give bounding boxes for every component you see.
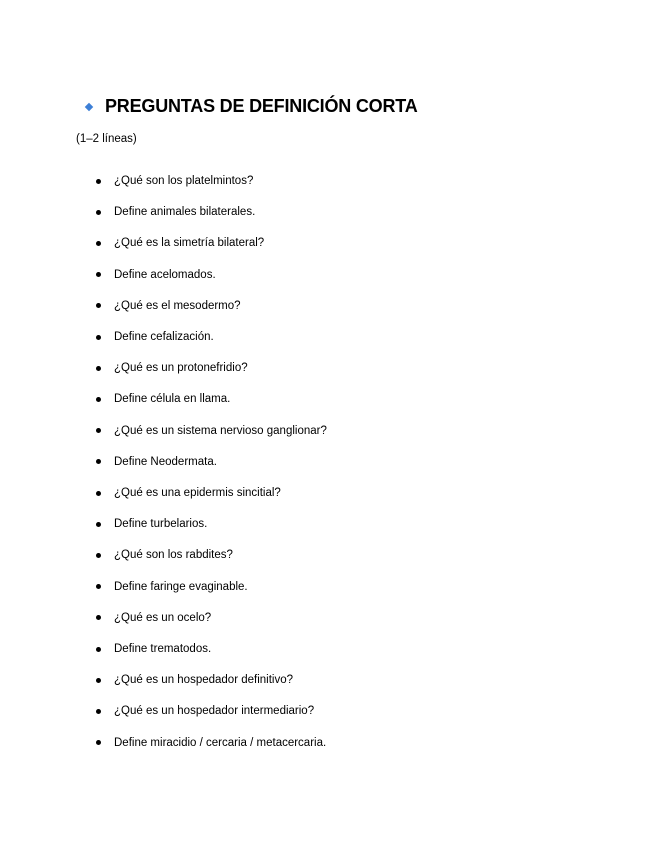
bullet-icon: [96, 366, 101, 371]
list-item: [96, 672, 293, 688]
question-text: ¿Qué es un hospedador definitivo?: [114, 674, 294, 687]
section-heading: [84, 96, 418, 117]
bullet-icon: [96, 740, 101, 745]
question-text: Define acelomados.: [114, 268, 216, 281]
question-text: Define animales bilaterales.: [114, 206, 256, 219]
bullet-icon: [96, 647, 101, 652]
bullet-icon: [96, 210, 101, 215]
list-item: [96, 454, 217, 470]
bullet-icon: [96, 522, 101, 527]
list-item: [96, 641, 211, 657]
bullet-icon: [96, 428, 101, 433]
bullet-icon: [96, 678, 101, 683]
question-text: Define turbelarios.: [114, 518, 208, 531]
bullet-icon: [96, 241, 101, 246]
question-text: ¿Qué es una epidermis sincitial?: [114, 487, 281, 499]
bullet-icon: [96, 303, 101, 308]
list-item: [96, 735, 326, 751]
list-item: [96, 485, 281, 501]
question-text: ¿Qué son los rabdites?: [114, 549, 233, 562]
question-text: Define célula en llama.: [114, 393, 231, 406]
question-text: ¿Qué es un protonefridio?: [114, 362, 248, 375]
question-text: ¿Qué es un ocelo?: [114, 611, 212, 624]
list-item: [96, 579, 248, 595]
question-text: ¿Qué es el mesodermo?: [114, 299, 241, 312]
bullet-icon: [96, 459, 101, 464]
list-item: [96, 298, 241, 314]
list-item: [96, 703, 314, 719]
bullet-icon: [96, 553, 101, 558]
question-text: Define faringe evaginable.: [114, 580, 248, 593]
bullet-icon: [96, 615, 101, 620]
list-item: [96, 391, 230, 407]
bullet-icon: [96, 179, 101, 184]
list-item: [96, 423, 327, 439]
section-title: PREGUNTAS DE DEFINICIÓN CORTA: [105, 96, 418, 116]
bullet-icon: [96, 709, 101, 714]
list-item: [96, 610, 211, 626]
list-item: [96, 329, 214, 345]
question-text: ¿Qué son los platelmintos?: [114, 175, 254, 187]
list-item: [96, 204, 255, 220]
list-item: [96, 547, 233, 563]
bullet-icon: [96, 584, 101, 589]
bullet-icon: [96, 335, 101, 340]
bullet-icon: [96, 272, 101, 277]
diamond-bullet-icon: [85, 102, 93, 110]
bullet-icon: [96, 491, 101, 496]
section-subtitle: (1–2 líneas): [76, 133, 137, 145]
list-item: [96, 235, 264, 251]
list-item: [96, 173, 253, 189]
bullet-icon: [96, 397, 101, 402]
list-item: [96, 360, 248, 376]
question-text: ¿Qué es la simetría bilateral?: [114, 237, 265, 250]
question-text: Define cefalización.: [114, 331, 214, 343]
question-text: Define Neodermata.: [114, 455, 217, 468]
list-item: [96, 516, 207, 532]
list-item: [96, 267, 216, 283]
question-text: Define trematodos.: [114, 643, 212, 655]
question-text: Define miracidio / cercaria / metacercaria.: [114, 736, 327, 749]
question-text: ¿Qué es un hospedador intermediario?: [114, 705, 315, 718]
question-text: ¿Qué es un sistema nervioso ganglionar?: [114, 424, 327, 437]
